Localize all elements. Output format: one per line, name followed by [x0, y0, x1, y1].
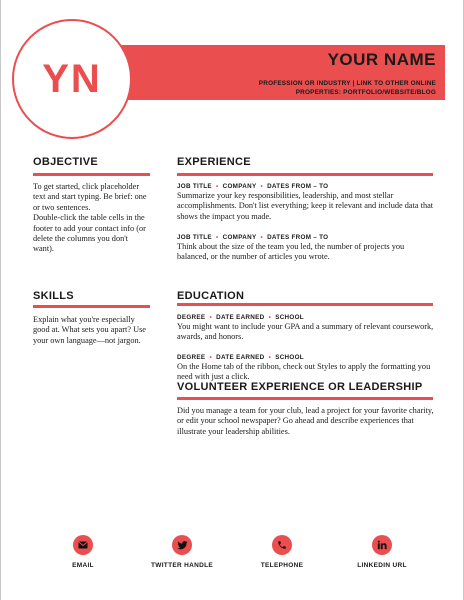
objective-heading[interactable]: OBJECTIVE — [33, 156, 99, 168]
experience-heading[interactable]: EXPERIENCE — [177, 156, 251, 168]
skills-rule — [33, 305, 150, 308]
separator-dot: • — [266, 314, 274, 321]
twitter-icon[interactable] — [172, 535, 192, 555]
objective-text[interactable] — [33, 182, 151, 255]
phone-icon[interactable] — [272, 535, 292, 555]
email-label[interactable]: EMAIL — [72, 562, 94, 569]
education-description-2[interactable]: On the Home tab of the ribbon, check out Styles to apply the formatting you need with just a click. — [177, 362, 431, 382]
job-title: JOB TITLE — [177, 183, 212, 190]
school: SCHOOL — [275, 314, 304, 321]
job-company: COMPANY — [222, 234, 257, 241]
date-earned: DATE EARNED — [216, 354, 265, 361]
volunteer-rule — [177, 397, 433, 400]
job-title: JOB TITLE — [177, 234, 212, 241]
job-dates: DATES FROM – TO — [267, 234, 329, 241]
separator-dot: • — [258, 234, 266, 241]
objective-paragraph-2: Double-click the table cells in the footer to add your contact info (or delete the columns you don't want). — [33, 213, 146, 254]
degree: DEGREE — [177, 354, 206, 361]
objective-rule — [33, 173, 150, 176]
education-rule — [177, 303, 433, 306]
school: SCHOOL — [275, 354, 304, 361]
separator-dot: • — [266, 354, 274, 361]
name-heading[interactable]: YOUR NAME — [327, 50, 436, 69]
separator-dot: • — [207, 314, 215, 321]
skills-heading[interactable]: SKILLS — [33, 290, 74, 302]
initials[interactable]: YN — [42, 56, 102, 101]
profession-line-1: PROFESSION OR INDUSTRY | LINK TO OTHER ONLINE — [258, 80, 436, 87]
job-description-2[interactable]: Think about the size of the team you led, the number of projects you balanced, or the number of articles you wrote. — [177, 242, 405, 262]
job-dates: DATES FROM – TO — [267, 183, 329, 190]
linkedin-label[interactable]: LINKEDIN URL — [357, 562, 407, 569]
education-header-2[interactable] — [177, 354, 304, 361]
job-company: COMPANY — [222, 183, 257, 190]
education-header-1[interactable] — [177, 314, 304, 321]
education-description-1[interactable]: You might want to include your GPA and a summary of relevant coursework, awards, and honors. — [177, 322, 434, 342]
email-icon[interactable] — [73, 535, 93, 555]
separator-dot: • — [213, 183, 221, 190]
education-heading[interactable]: EDUCATION — [177, 290, 245, 302]
skills-text[interactable]: Explain what you're especially good at. What sets you apart? Use your own language—not jargon. — [33, 315, 146, 345]
separator-dot: • — [258, 183, 266, 190]
linkedin-icon[interactable] — [372, 535, 392, 555]
telephone-label[interactable]: TELEPHONE — [260, 562, 304, 569]
initials-circle — [12, 19, 132, 139]
degree: DEGREE — [177, 314, 206, 321]
job-description-1[interactable]: Summarize your key responsibilities, leadership, and most stellar accomplishments. Don't list everything; keep it relevant and include data that shows the impact you made. — [177, 191, 434, 221]
job-header-2[interactable] — [177, 234, 328, 241]
profession-line-2: PROPERTIES: PORTFOLIO/WEBSITE/BLOG — [295, 89, 436, 96]
twitter-label[interactable]: TWITTER HANDLE — [151, 562, 213, 569]
date-earned: DATE EARNED — [216, 314, 265, 321]
objective-paragraph-1: To get started, click placeholder text and start typing. Be brief: one or two sentences. — [33, 182, 147, 212]
experience-rule — [177, 173, 433, 176]
page-edge-left — [0, 0, 1, 600]
volunteer-text[interactable]: Did you manage a team for your club, lead a project for your favorite charity, or edit your school newspaper? Go ahead and describe experiences that illustrate your leadership abilities. — [177, 406, 434, 436]
separator-dot: • — [207, 354, 215, 361]
volunteer-heading[interactable]: VOLUNTEER EXPERIENCE OR LEADERSHIP — [177, 381, 423, 393]
profession-line[interactable] — [196, 79, 436, 97]
job-header-1[interactable] — [177, 183, 328, 190]
separator-dot: • — [213, 234, 221, 241]
